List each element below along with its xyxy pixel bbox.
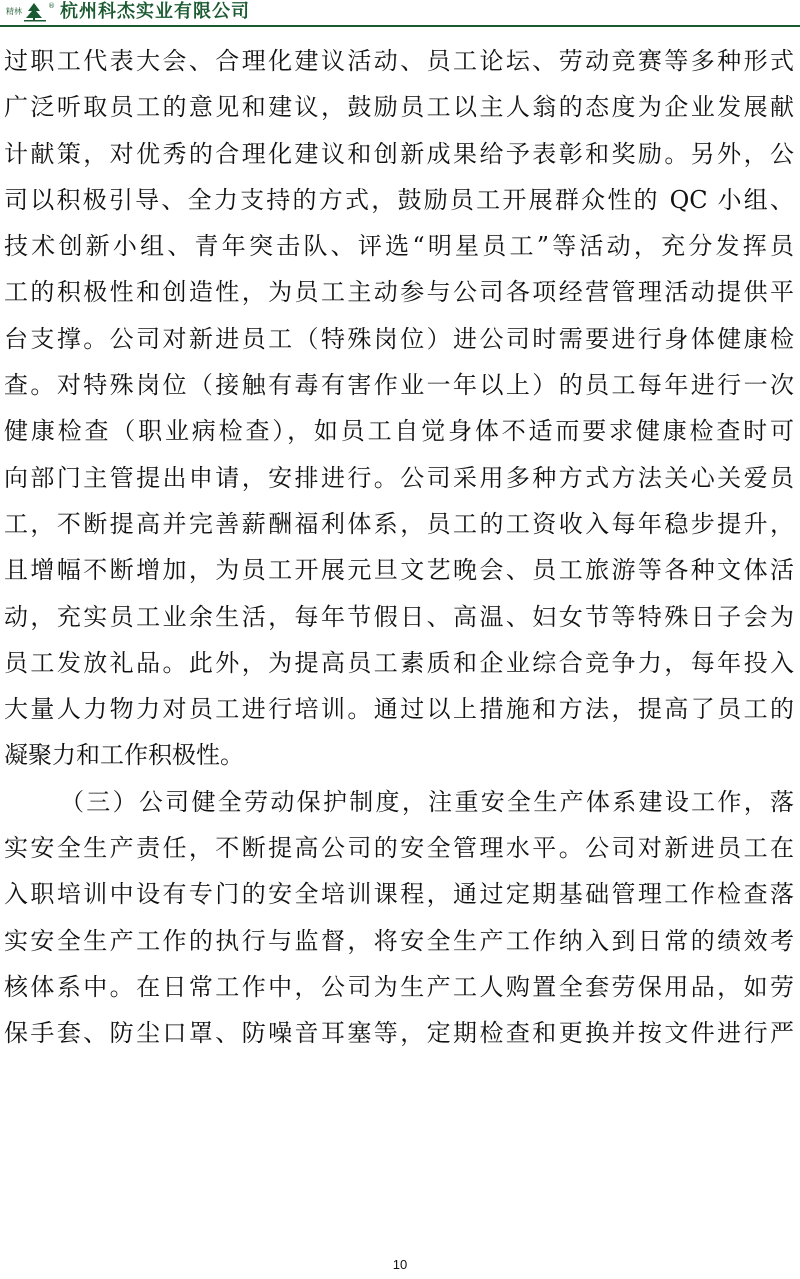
registered-mark: ® [48,2,55,10]
page-number: 10 [392,1257,408,1272]
company-name: 杭州科杰实业有限公司 [60,1,250,22]
text-line: 向部门主管提出申请，安排进行。公司采用多种方式方法关心关爱员 [4,463,794,492]
page-header [0,0,800,26]
text-line: 查。对特殊岗位（接触有毒有害作业一年以上）的员工每年进行一次 [4,371,794,400]
text-line: 核体系中。在日常工作中，公司为生产工人购置全套劳保用品，如劳 [4,972,794,1001]
text-line: 广泛听取员工的意见和建议，鼓励员工以主人翁的态度为企业发展献 [4,93,794,122]
text-line: 计献策，对优秀的合理化建议和创新成果给予表彰和奖励。另外，公 [4,139,794,168]
text-line: 实安全生产责任，不断提高公司的安全管理水平。公司对新进员工在 [4,834,794,863]
text-line: 台支撑。公司对新进员工（特殊岗位）进公司时需要进行身体健康检 [4,324,794,353]
header-divider [0,25,800,27]
text-line: 员工发放礼品。此外，为提高员工素质和企业综合竞争力，每年投入 [4,648,794,677]
text-line: 技术创新小组、青年突击队、评选“明星员工”等活动，充分发挥员 [4,232,794,261]
text-line: 动，充实员工业余生活，每年节假日、高温、妇女节等特殊日子会为 [4,602,794,631]
text-line: 保手套、防尘口罩、防噪音耳塞等，定期检查和更换并按文件进行严 [4,1019,794,1048]
text-line: 过职工代表大会、合理化建议活动、员工论坛、劳动竞赛等多种形式 [4,47,794,75]
text-line: 且增幅不断增加，为员工开展元旦文艺晚会、员工旅游等各种文体活 [4,556,794,585]
text-line: 工的积极性和创造性，为员工主动参与公司各项经营管理活动提供平 [4,278,794,307]
text-line: 工，不断提高并完善薪酬福利体系，员工的工资收入每年稳步提升， [4,509,794,538]
text-line: 入职培训中设有专门的安全培训课程，通过定期基础管理工作检查落 [4,880,794,909]
document-body [4,38,794,1057]
paragraph-1 [4,38,794,779]
text-line: 健康检查（职业病检查），如员工自觉身体不适而要求健康检查时可 [4,417,794,446]
paragraph-2 [4,779,794,1057]
company-logo [4,1,56,23]
text-line: 凝聚力和工作积极性。 [4,741,244,770]
text-line: （三）公司健全劳动保护制度，注重安全生产体系建设工作，落 [60,787,794,816]
text-line: 实安全生产工作的执行与监督，将安全生产工作纳入到日常的绩效考 [4,926,794,955]
text-line: 司以积极引导、全力支持的方式，鼓励员工开展群众性的 QC 小组、 [4,185,794,214]
logo-text: 精林 [6,7,22,16]
text-line: 大量人力物力对员工进行培训。通过以上措施和方法，提高了员工的 [4,695,794,724]
